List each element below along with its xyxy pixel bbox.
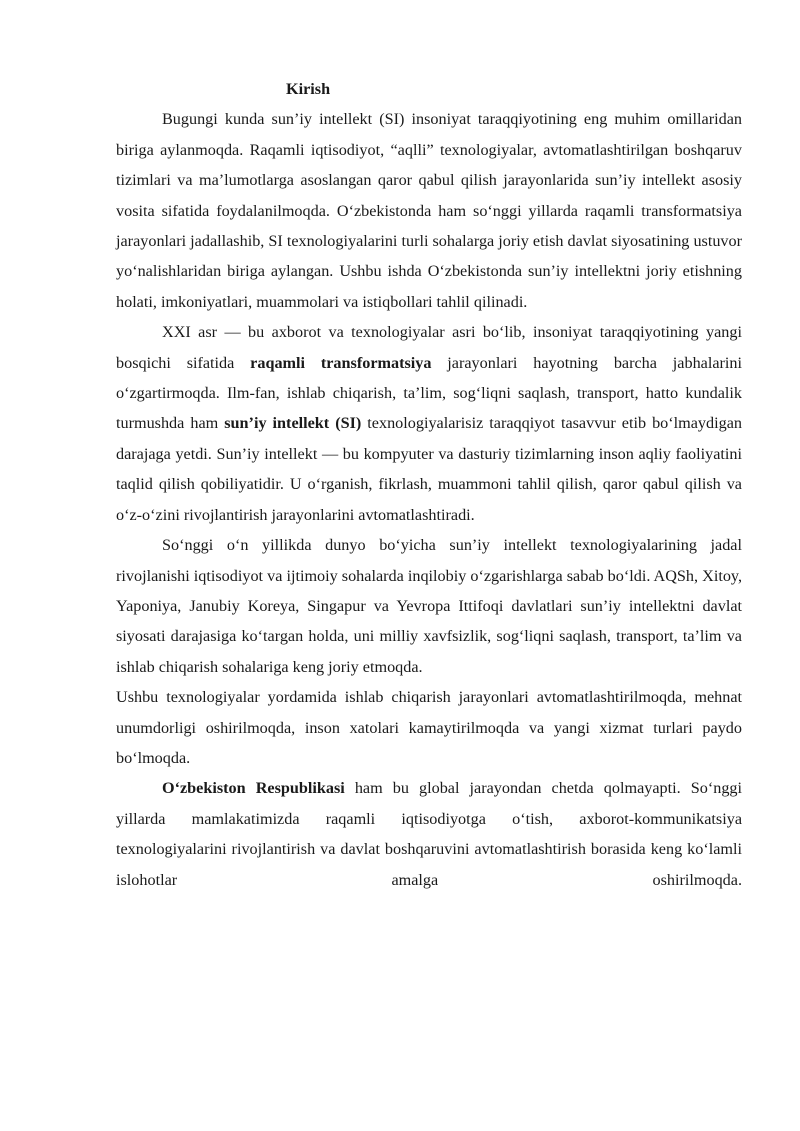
paragraph-text: So‘nggi o‘n yillikda dunyo bo‘yicha sun’iy intellekt texnologiyalarining jadal rivojlanishi iqtisodiyot va ijtimoiy sohalarda inqilobiy o‘zgarishlarga sabab bo‘ldi. AQSh, Xitoy, Yaponiya, Janubiy Koreya, Singapur va Yevropa Ittifoqi davlatlari sun’iy intellektni davlat siyosati darajasiga ko‘targan holda, uni milliy xavfsizlik, sog‘liqni saqlash, transport, ta’lim va ishlab chiqarish sohalariga keng joriy etmoqda. — [116, 536, 742, 676]
paragraph-text: texnologiyalarisiz taraqqiyot tasavvur etib bo‘lmaydigan darajaga yetdi. Sun’iy intellekt — bu kompyuter va dasturiy tizimlarning inson aqliy faoliyatini taqlid qilish qobiliyatidir. U o‘rganish, fikrlash, muammoni tahlil qilish, qaror qabul qilish va o‘z-o‘zini rivojlantirish jarayonlarini avtomatlashtiradi. — [116, 414, 742, 524]
paragraph-2 — [116, 317, 742, 530]
paragraph-text: Ushbu texnologiyalar yordamida ishlab chiqarish jarayonlari avtomatlashtirilmoqda, mehnat unumdorligi oshirilmoqda, inson xatolari kamaytirilmoqda va yangi xizmat turlari paydo bo‘lmoqda. — [116, 688, 742, 767]
paragraph-4 — [116, 682, 742, 773]
paragraph-1 — [116, 104, 742, 317]
bold-term: O‘zbekiston Respublikasi — [162, 779, 345, 798]
bold-term: raqamli transformatsiya — [250, 353, 432, 372]
paragraph-5 — [116, 773, 742, 895]
paragraph-text: ham bu global jarayondan chetda qolmayapti. So‘nggi yillarda mamlakatimizda raqamli iqtisodiyotga o‘tish, axborot-kommunikatsiya texnologiyalarini rivojlantirish va davlat boshqaruvini avtomatlashtirish borasida keng ko‘lamli islohotlar amalga oshirilmoqda. — [116, 779, 743, 889]
paragraph-text: Bugungi kunda sun’iy intellekt (SI) insoniyat taraqqiyotining eng muhim omillaridan biriga aylanmoqda. Raqamli iqtisodiyot, “aqlli” texnologiyalar, avtomatlashtirilgan boshqaruv tizimlari va ma’lumotlarga asoslangan qaror qabul qilish jarayonlarida sun’iy intellekt asosiy vosita sifatida foydalanilmoqda. O‘zbekistonda ham so‘nggi yillarda raqamli transformatsiya jarayonlari jadallashib, SI texnologiyalarini turli sohalarga joriy etish davlat siyosatining ustuvor yo‘nalishlaridan biriga aylangan. Ushbu ishda O‘zbekistonda sun’iy intellektni joriy etishning holati, imkoniyatlari, muammolari va istiqbollari tahlil qilinadi. — [116, 110, 742, 311]
document-title: Kirish — [286, 80, 331, 98]
document-page — [116, 74, 742, 895]
paragraph-3 — [116, 530, 742, 682]
paragraph-text: XXI asr — bu axborot va texnologiyalar asri bo‘lib, insoniyat taraqqiyotining yangi bosqichi sifatida — [116, 323, 742, 372]
bold-term: sun’iy intellekt (SI) — [224, 414, 362, 433]
paragraph-text: jarayonlari hayotning barcha jabhalarini o‘zgartirmoqda. Ilm-fan, ishlab chiqarish, ta’lim, sog‘liqni saqlash, transport, hatto kundalik turmushda ham — [116, 353, 743, 433]
